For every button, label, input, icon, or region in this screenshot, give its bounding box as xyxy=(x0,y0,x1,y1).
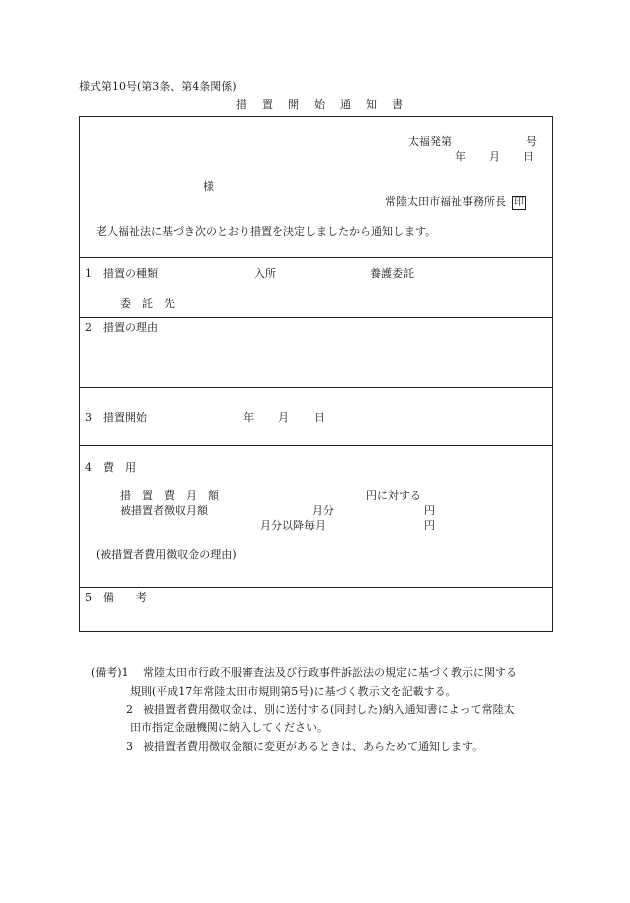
monthly-yen: 円 xyxy=(424,519,435,532)
document-title: 措 置 開 始 通 知 書 xyxy=(236,98,405,111)
date-day: 日 xyxy=(523,150,534,163)
remark-1-line-1: 常陸太田市行政不服審査法及び行政事件訴訟法の規定に基づく教示に関する xyxy=(143,666,517,679)
divider-2 xyxy=(80,317,552,318)
form-table xyxy=(79,116,553,632)
option-yogo-itaku: 養護委託 xyxy=(370,267,414,280)
divider-4 xyxy=(80,445,552,446)
measure-cost-suffix: 円に対する xyxy=(366,489,421,502)
divider-5 xyxy=(80,587,552,588)
office-name xyxy=(385,195,526,210)
section1-label: 措置の種類 xyxy=(103,267,158,280)
section1-num: 1 xyxy=(85,267,92,280)
remark-3-num: 3 xyxy=(126,740,133,753)
remark-1-line-2: 規則(平成17年常陸太田市規則第5号)に基づく教示文を記載する。 xyxy=(130,685,457,698)
entrusted-to-label: 委 託 先 xyxy=(120,297,175,310)
measure-cost-label: 措 置 費 月 額 xyxy=(120,489,219,502)
section3-num: 3 xyxy=(85,411,92,424)
remark-3-line-1: 被措置者費用徴収金額に変更があるときは、あらためて通知します。 xyxy=(143,740,484,753)
collection-reason-label: (被措置者費用徴収金の理由) xyxy=(96,548,237,561)
form-number: 様式第10号(第3条、第4条関係) xyxy=(79,80,237,93)
divider-3 xyxy=(80,387,552,388)
option-nyusho: 入所 xyxy=(254,267,276,280)
start-day: 日 xyxy=(314,411,325,424)
collection-month: 月分 xyxy=(312,504,334,517)
remark-2-num: 2 xyxy=(126,703,133,716)
section2-num: 2 xyxy=(85,321,92,334)
monthly-from-label: 月分以降毎月 xyxy=(260,519,326,532)
section2-label: 措置の理由 xyxy=(103,321,158,334)
start-month: 月 xyxy=(278,411,289,424)
remarks-head: (備考)1 xyxy=(91,666,129,679)
start-year: 年 xyxy=(243,411,254,424)
issuer-code: 太福発第 xyxy=(408,135,452,148)
divider-1 xyxy=(80,257,552,258)
remark-2-line-2: 田市指定金融機関に納入してください。 xyxy=(130,721,328,734)
date-month: 月 xyxy=(489,150,500,163)
addressee-suffix: 様 xyxy=(203,180,214,193)
notice-text: 老人福祉法に基づき次のとおり措置を決定しましたから通知します。 xyxy=(96,225,437,238)
number-suffix: 号 xyxy=(526,135,537,148)
date-year: 年 xyxy=(455,150,466,163)
section4-label: 費 用 xyxy=(103,461,136,474)
collection-yen: 円 xyxy=(424,504,435,517)
section4-num: 4 xyxy=(85,461,92,474)
office-label: 常陸太田市福祉事務所長 xyxy=(385,195,506,208)
seal-mark: 印 xyxy=(514,197,524,208)
section5-label: 備 考 xyxy=(103,591,147,604)
remark-2-line-1: 被措置者費用徴収金は、別に送付する(同封した)納入通知書によって常陸太 xyxy=(143,703,515,716)
section3-label: 措置開始 xyxy=(103,411,147,424)
section5-num: 5 xyxy=(85,591,92,604)
collection-amount-label: 被措置者徴収月額 xyxy=(120,504,208,517)
